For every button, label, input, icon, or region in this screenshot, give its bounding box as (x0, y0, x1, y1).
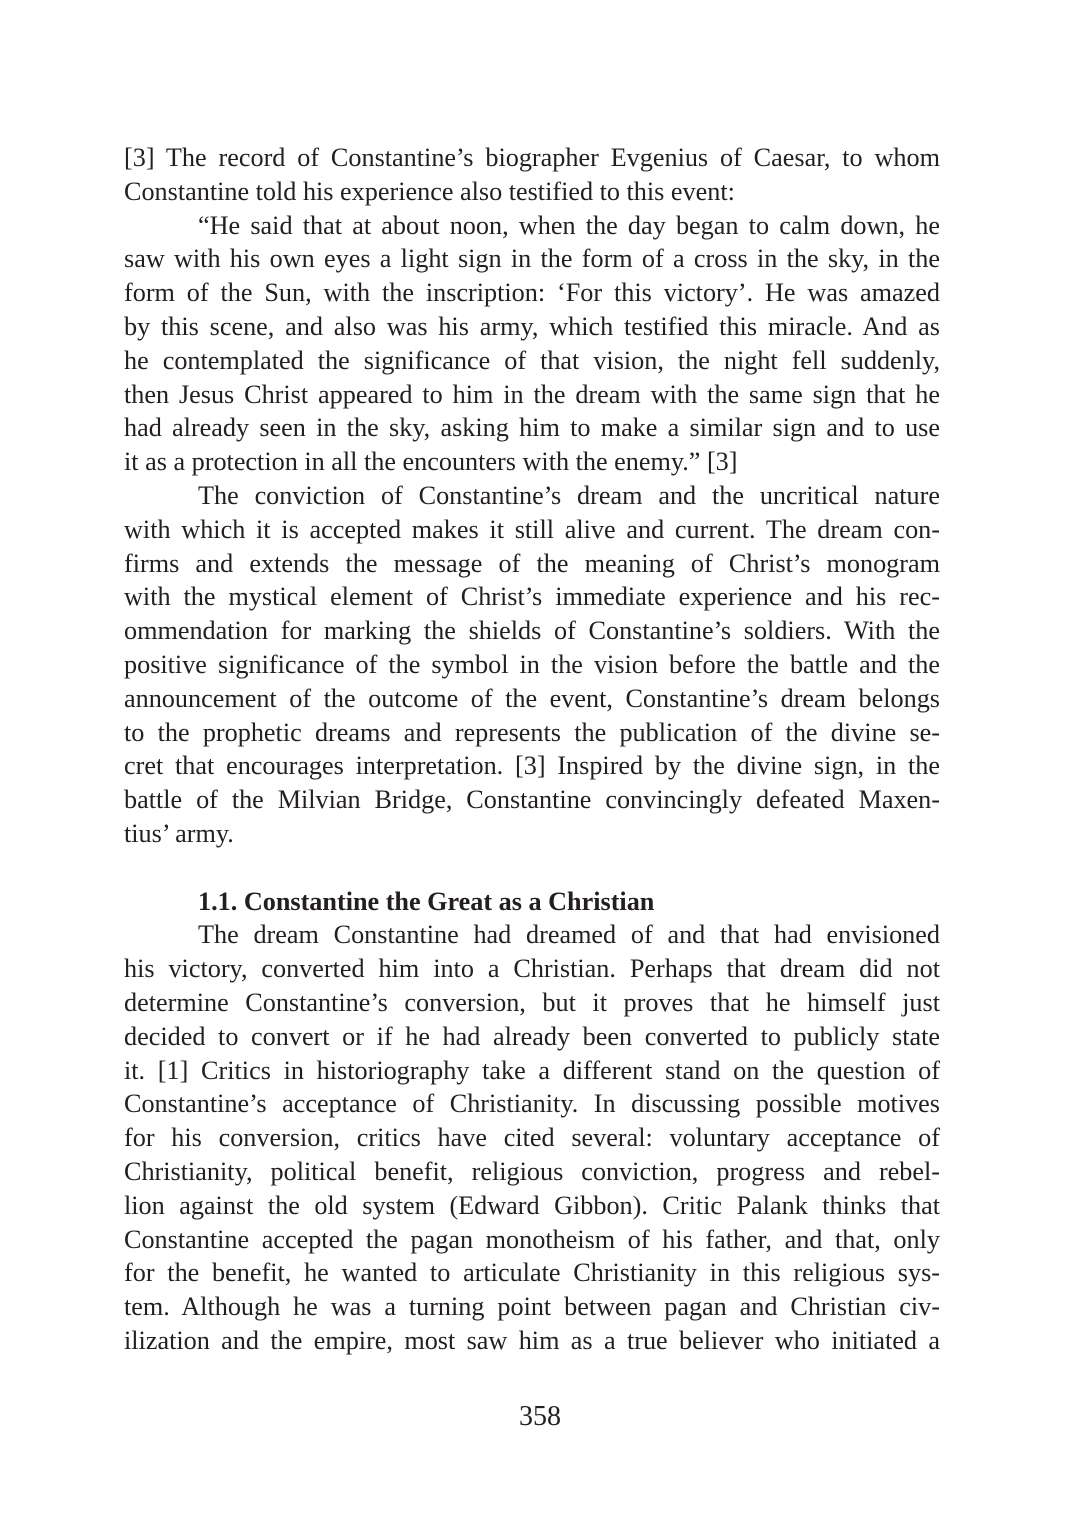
text-line: cret that encourages interpretation. [3] Inspired by the divine sign, in the (124, 751, 940, 781)
text-line: by this scene, and also was his army, which testified this miracle. And as (124, 311, 940, 341)
text-line: with which it is accepted makes it still alive and current. The dream con- (124, 514, 940, 544)
page-number: 358 (519, 1401, 561, 1432)
text-line: tem. Although he was a turning point between pagan and Christian civ- (124, 1292, 940, 1322)
page-body (124, 141, 940, 1358)
text-line: decided to convert or if he had already been converted to publicly state (124, 1021, 940, 1051)
text-line: positive significance of the symbol in the vision before the battle and the (124, 649, 940, 679)
text-line: determine Constantine’s conversion, but it proves that he himself just (124, 987, 940, 1017)
text-line: to the prophetic dreams and represents the publication of the divine se- (124, 717, 940, 747)
paragraph (124, 209, 940, 479)
text-line: The conviction of Constantine’s dream and the uncritical nature (198, 480, 940, 510)
section-before (124, 141, 940, 851)
text-line: lion against the old system (Edward Gibbon). Critic Palank thinks that (124, 1190, 940, 1220)
text-line: Constantine told his experience also testified to this event: (124, 176, 735, 206)
paragraph (124, 918, 940, 1357)
text-line: saw with his own eyes a light sign in the form of a cross in the sky, in the (124, 244, 940, 274)
text-line: battle of the Milvian Bridge, Constantine convincingly defeated Maxen- (124, 785, 940, 815)
text-line: Christianity, political benefit, religious conviction, progress and rebel- (124, 1156, 940, 1186)
text-line: had already seen in the sky, asking him to make a similar sign and to use (124, 413, 940, 443)
text-line: ilization and the empire, most saw him as a true believer who initiated a (124, 1325, 940, 1355)
text-line: Constantine accepted the pagan monotheism of his father, and that, only (124, 1224, 940, 1254)
text-line: The dream Constantine had dreamed of and that had envisioned (198, 920, 940, 950)
text-line: “He said that at about noon, when the day began to calm down, he (198, 210, 940, 240)
text-line: tius’ army. (124, 818, 234, 848)
text-line: firms and extends the message of the meaning of Christ’s monogram (124, 548, 940, 578)
text-line: [3] The record of Constantine’s biographer Evgenius of Caesar, to whom (124, 143, 940, 172)
text-line: form of the Sun, with the inscription: ‘For this victory’. He was amazed (124, 278, 940, 308)
text-line: he contemplated the significance of that vision, the night fell suddenly, (124, 345, 940, 375)
text-line: Constantine’s acceptance of Christianity. In discussing possible motives (124, 1089, 940, 1119)
text-line: it as a protection in all the encounters with the enemy.” [3] (124, 447, 738, 477)
text-line: ommendation for marking the shields of Constantine’s soldiers. With the (124, 616, 940, 646)
text-line: for his conversion, critics have cited several: voluntary acceptance of (124, 1123, 940, 1153)
section-after (124, 918, 940, 1357)
text-line: for the benefit, he wanted to articulate Christianity in this religious sys- (124, 1258, 940, 1288)
paragraph (124, 141, 940, 209)
text-line: his victory, converted him into a Christian. Perhaps that dream did not (124, 954, 940, 984)
section-heading: 1.1. Constantine the Great as a Christian (198, 886, 655, 916)
paragraph (124, 479, 940, 851)
text-line: then Jesus Christ appeared to him in the dream with the same sign that he (124, 379, 940, 409)
text-line: with the mystical element of Christ’s immediate experience and his rec- (124, 582, 940, 612)
text-line: it. [1] Critics in historiography take a different stand on the question of (124, 1055, 940, 1085)
text-line: announcement of the outcome of the event, Constantine’s dream belongs (124, 683, 940, 713)
blank-line (124, 851, 940, 885)
